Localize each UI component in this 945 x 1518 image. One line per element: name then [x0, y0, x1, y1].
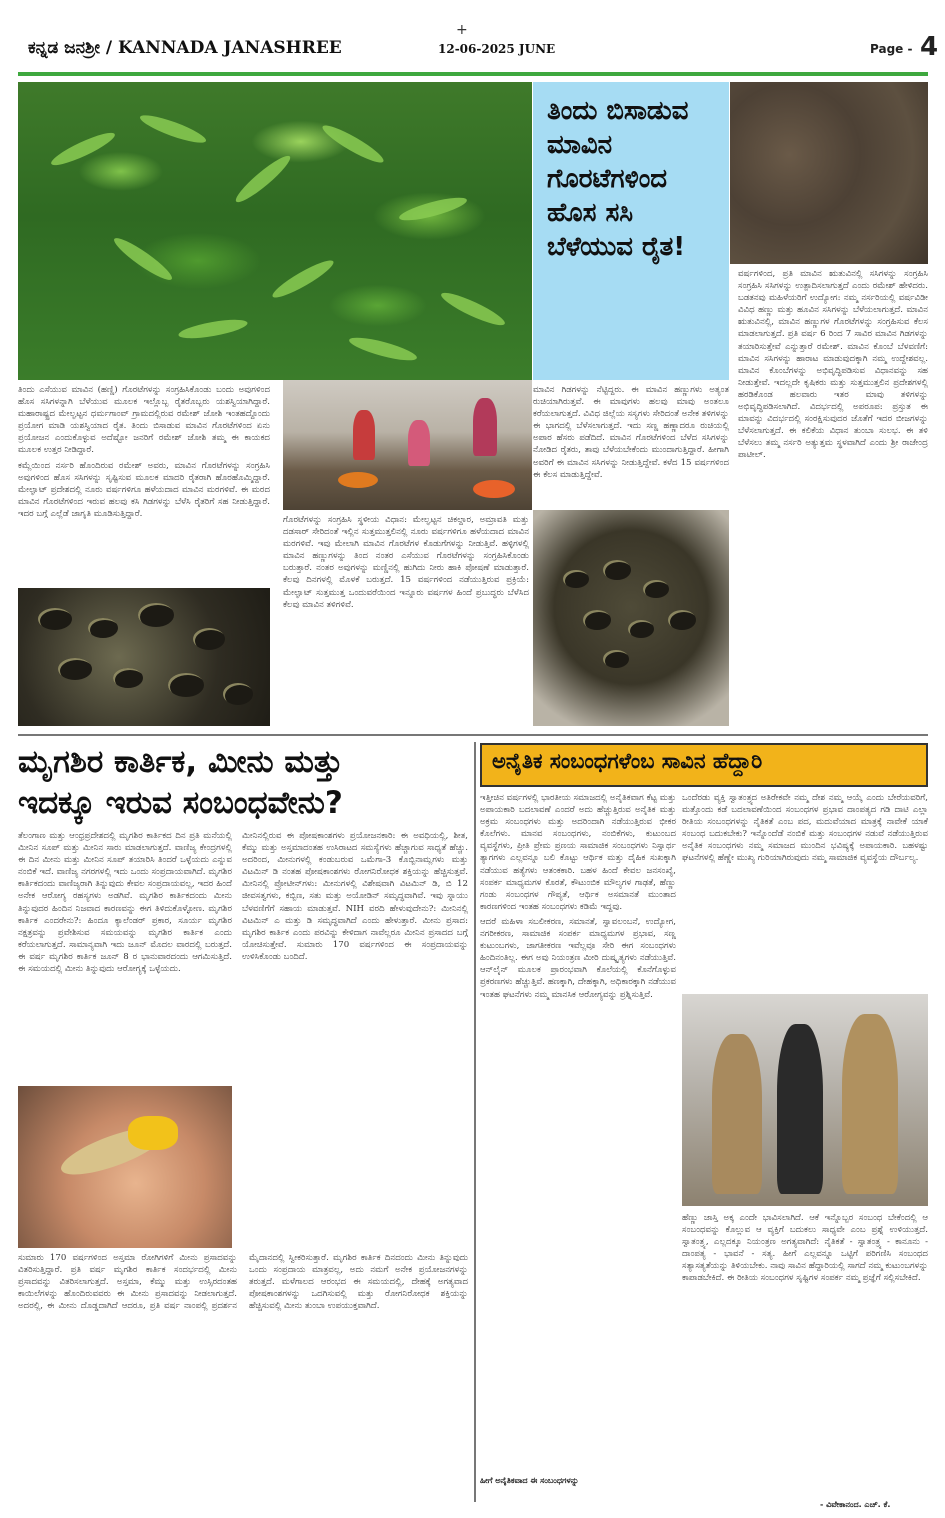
seed-bed-photo [730, 82, 928, 264]
article3-column-3 [682, 1212, 928, 1496]
article3-para-3: ಒಂದೆರಡು ವ್ಯಕ್ತಿ ಸ್ವಾತಂತ್ರ್ಯದ ಅತಿರೇಕವೇ ನಮ್ಮ ದೇಶ ನಮ್ಮ ಆಯ್ಕೆ ಎಂದು ಬೇರೆಯವರಿಗೆ, ಮತ್ತೊಂದು ಕಡೆ ಬದಲಾವಣೆಯಿಂದ ಸಂಬಂಧಗಳ ಪ್ರಭಾವ ದಾಂಪತ್ಯದ ಗಡಿ ದಾಟಿ ಎಲ್ಲಾ ರೀತಿಯ ಸಂಬಂಧಗಳನ್ನು ನೈತಿಕತೆ ಎಂಬ ಪದ, ಮದುವೆಯಾದ ಮಾತ್ರಕ್ಕೆ ನಾವೇಕೆ ಯಾಕೆ ಸಂಬಂಧ ಬದುಕಬೇಕು? ಇನ್ನೊಂದೆಡೆ ನಂಬಿಕೆ ಮತ್ತು ಸಂಬಂಧಗಳ ನಡುವೆ ನಡೆಯುತ್ತಿರುವ ಅನೈತಿಕ ಸಂಬಂಧಗಳು ನಮ್ಮ ಸಮಾಜದ ಮುಂದಿನ ಭವಿಷ್ಯಕ್ಕೆ ಅಪಾಯಕಾರಿ. ಬಹಳಷ್ಟು ಘಟನೆಗಳಲ್ಲಿ ಹೆಣ್ಣೇ ಮುಖ್ಯ ಗುರಿಯಾಗಿರುವುದು ನಮ್ಮ ಸಾಮಾಜಿಕ ವ್ಯವಸ್ಥೆಯ ದೌರ್ಬಲ್ಯ. [682, 793, 928, 864]
article2-para-3: ಸುಮಾರು 170 ವರ್ಷಗಳಿಂದ ಅಸ್ತಮಾ ರೋಗಿಗಳಿಗೆ ಮೀನು ಪ್ರಸಾದವನ್ನು ವಿತರಿಸುತ್ತಿದ್ದಾರೆ. ಪ್ರತಿ ವರ್ಷ ಮೃಗಶಿರ ಕಾರ್ತಿಕ ಸಂದರ್ಭದಲ್ಲಿ ಮೀನು ಪ್ರಸಾದವನ್ನು ವಿತರಿಸಲಾಗುತ್ತದೆ. ಅಸ್ತಮಾ, ಕೆಮ್ಮು ಮತ್ತು ಉಸ್ಸಿರದಂತಹ ಕಾಯಿಲೆಗಳನ್ನು ಹೊಂದಿರುವವರು ಈ ಮೀನು ಪ್ರಸಾದವನ್ನು ನೀಡಲಾಗುತ್ತದೆ. ಅದರಲ್ಲಿ, ಈ ಮೀನು ದೊಡ್ಡದಾಗಿದೆ ಆದರೂ, ಪ್ರತಿ ವರ್ಷ ನಾಂಪಲ್ಲಿ ಪ್ರದರ್ಶನ ಮೈದಾನದಲ್ಲಿ ಸ್ವೀಕರಿಸುತ್ತಾರೆ. ಮೃಗಶಿರ ಕಾರ್ತಿಕ ದಿನದಂದು ಮೀನು ತಿನ್ನುವುದು ಒಂದು ಸಂಪ್ರದಾಯ ಮಾತ್ರವಲ್ಲ, ಅದು ನಮಗೆ ಅನೇಕ ಪ್ರಯೋಜನಗಳನ್ನು ತರುತ್ತದೆ. ಮಳೆಗಾಲದ ಆರಂಭದ ಈ ಸಮಯದಲ್ಲಿ, ದೇಹಕ್ಕೆ ಅಗತ್ಯವಾದ ಪೋಷಕಾಂಶಗಳನ್ನು ಒದಗಿಸುವಲ್ಲಿ ಮತ್ತು ರೋಗನಿರೋಧಕ ಶಕ್ತಿಯನ್ನು ಹೆಚ್ಚಿಸುವಲ್ಲಿ ಮೀನು ತುಂಬಾ ಉಪಯುಕ್ತವಾಗಿದೆ. [18, 1253, 468, 1312]
article2-headline [18, 744, 470, 824]
article3-column-1 [480, 792, 676, 1472]
article1-para-3: ಗೊರಟೆಗಳನ್ನು ಸಂಗ್ರಹಿಸಿ ಸ್ಥಳೀಯ ವಿಧಾನ: ಮೇಲ್ಘಟ್ಟನ ಚಿಕಲ್ದಾರ, ಅಮ್ರಾವತಿ ಮತ್ತು ದಡಸಾರ್ ಸೇರಿದಂತೆ ಇಲ್ಲಿನ ಸುತ್ತಮುತ್ತಲಿನಲ್ಲಿ ನೂರು ವರ್ಷಗಳಿಗೂ ಹಳೆಯದಾದ ಮಾವಿನ ಮರಗಳಿವೆ. ಇವು ಮೇಲಾಗಿ ಮಾವಿನ ಗೊರಟೆಗಳ ಕೊಡುಗೆಗಳನ್ನು ನೀಡುತ್ತಿವೆ. ಹಳ್ಳಿಗಳಲ್ಲಿ ಮಾವಿನ ಹಣ್ಣುಗಳನ್ನು ತಿಂದ ನಂತರ ಎಸೆಯುವ ಗೊರಟೆಗಳನ್ನು ಸಂಗ್ರಹಿಸಿಕೊಂಡು ಬರುತ್ತಾರೆ. ನಂತರ ಅವುಗಳನ್ನು ಮಣ್ಣಿನಲ್ಲಿ ಹುಗಿದು ನೀರು ಹಾಕಿ ಪೋಷಣೆ ಮಾಡುತ್ತಾರೆ. ಕೆಲವು ದಿನಗಳಲ್ಲಿ ಮೊಳಕೆ ಬರುತ್ತದೆ. 15 ವರ್ಷಗಳಿಂದ ನಡೆಯುತ್ತಿರುವ ಪ್ರಕ್ರಿಯೆ: ಮೇಲ್ಘಾಟ್ ಸುತ್ತಮುತ್ತ ಒಂದುವರೆಯಿಂದ ಇನ್ನೂರು ವರ್ಷಗಳ ಹಿಂದೆ ಪ್ರಬುದ್ಧರು ಬೆಳೆಸಿದ ಕೆಲವು ಮಾವಿನ ತಳಿಗಳಿವೆ. [283, 515, 529, 610]
page-number: 4 [920, 32, 939, 62]
article1-column-2 [283, 514, 529, 726]
article2-column-2 [242, 830, 468, 1250]
article1-headline: ತಿಂದು ಬಿಸಾಡುವ ಮಾವಿನ ಗೊರಟೆಗಳಿಂದ ಹೊಸ ಸಸಿ ಬೆಳೆಯುವ ರೈತ! [547, 96, 689, 262]
article2-column-3 [18, 1252, 468, 1502]
article1-para-2: ಕಮ್ಲೆಯಿಂದ ನರ್ಸರಿ ಹೊಂದಿರುವ ರಮೇಶ್ ಅವರು, ಮಾವಿನ ಗೊರಟೆಗಳನ್ನು ಸಂಗ್ರಹಿಸಿ ಅವುಗಳಿಂದ ಹೊಸ ಸಸಿಗಳನ್ನು ಸೃಷ್ಟಿಸುವ ಮೂಲಕ ಮಾದರಿ ರೈತರಾಗಿ ಹೊರಹೊಮ್ಮಿದ್ದಾರೆ. ಮೇಲ್ಘಾಟ್ ಪ್ರದೇಶದಲ್ಲಿ ನೂರು ವರ್ಷಗಳಿಗೂ ಹಳೆಯದಾದ ಮಾವಿನ ಮರಗಳಿವೆ. ಈ ಮರದ ಮಾವಿನ ಗೊರಟೆಗಳಿಂದ ಇರುವ ಹಲವು ಕಸಿ ಗಿಡಗಳನ್ನು ಬೆಳೆಸಿ ರೈತರಿಗೆ ಸಹ ನೀಡುತ್ತಿದ್ದಾರೆ. ಇದರ ಬಗ್ಗೆ ಎಲ್ಲೆಡೆ ಜಾಗೃತಿ ಮೂಡಿಸುತ್ತಿದ್ದಾರೆ. [18, 460, 270, 519]
children-collecting-seeds-photo [283, 380, 532, 510]
article1-para-1: ತಿಂದು ಎಸೆಯುವ ಮಾವಿನ (ಹಣ್ಣಿ) ಗೊರಟೆಗಳನ್ನು ಸಂಗ್ರಹಿಸಿಕೊಂಡು ಬಂದು ಅವುಗಳಿಂದ ಹೊಸ ಸಸಿಗಳನ್ನಾಗಿ ಬೆಳೆಯುವ ಮೂಲಕ ಇಲ್ಲೊಬ್ಬ ರೈತರೊಬ್ಬರು ಯಶಸ್ವಿಯಾಗಿದ್ದಾರೆ. ಮಹಾರಾಷ್ಟ್ರದ ಮೇಲ್ಘಟ್ಟನ ಧರ್ಮಗಾಂವ್ ಗ್ರಾಮದಲ್ಲಿರುವ ರಮೇಶ್ ಜೋಶಿ ಇಂತಹದ್ದೊಂದು ಪ್ರಯೋಗ ಮಾಡಿ ಯಶಸ್ವಿಯಾದ ರೈತ. ತಿಂದು ಬಿಸಾಡುವ ಮಾವಿನ ಗೊರಟೆಗಳಿಂದ ಏನು ಪ್ರಯೋಜನ ಎಂದುಕೊಳ್ಳುವ ಅದೆಷ್ಟೋ ಜನರಿಗೆ ರಮೇಶ್ ಜೋಶಿ ತಮ್ಮ ಈ ಕಾಯಕದ ಮೂಲಕ ಉತ್ತರ ನೀಡಿದ್ದಾರೆ. [18, 385, 270, 456]
article1-column-1 [18, 384, 270, 586]
fish-prasadam-photo [18, 1086, 232, 1248]
article2-column-1 [18, 830, 232, 1082]
article3-headline-banner [480, 743, 928, 787]
article3-column-2 [682, 792, 928, 990]
article1-para-5: ವರ್ಷಗಳಿಂದ, ಪ್ರತಿ ಮಾವಿನ ಋತುವಿನಲ್ಲಿ ಸಸಿಗಳನ್ನು ಸಂಗ್ರಹಿಸಿ ಸಂಗ್ರಹಿಸಿ ಸಸಿಗಳನ್ನು ಉತ್ಪಾದಿಸಲಾಗುತ್ತದೆ ಎಂದು ರಮೇಶ್ ಹೇಳಿದರು. ಬಡತನವು ಮಹಿಳೆಯರಿಗೆ ಉದ್ಯೋಗ: ನಮ್ಮ ನರ್ಸರಿಯಲ್ಲಿ ವರ್ಷವಿಡೀ ವಿವಿಧ ಹಣ್ಣು ಮತ್ತು ಹೂವಿನ ಸಸಿಗಳನ್ನು ಬೆಳೆಯಲಾಗುತ್ತದೆ. ಮಾವಿನ ಋತುವಿನಲ್ಲಿ, ಮಾವಿನ ಹಣ್ಣುಗಳ ಗೊರಟೆಗಳನ್ನು ಸಂಗ್ರಹಿಸುವ ಕೆಲಸ ಮಾಡಲಾಗುತ್ತದೆ. ಪ್ರತಿ ವರ್ಷ 6 ರಿಂದ 7 ಸಾವಿರ ಮಾವಿನ ಗಿಡಗಳನ್ನು ತಯಾರಿಸುತ್ತೇವೆ ಎನ್ನುತ್ತಾರೆ ರಮೇಶ್. ಮಾವಿನ ಕೊಂಬೆ ಬೆಳವಣಿಗೆ: ಮಾವಿನ ಸಸಿಗಳನ್ನು ಹಾರಾಟ ಮಾಡುವುದಕ್ಕಾಗಿ ನಮ್ಮ ಉದ್ದೇಶವಲ್ಲ. ಮಾವಿನ ಕೊಂಬೆಗಳನ್ನು ಅಭಿವೃದ್ಧಿಪಡಿಸುವ ವಿಧಾನವನ್ನು ಸಹ ನೀಡುತ್ತೇವೆ. ಇದಲ್ಲದೇ ಕೃಷಿಕರು ಮತ್ತು ಸುತ್ತಮುತ್ತಲಿನ ಪ್ರದೇಶಗಳಲ್ಲಿ ಹರಡಿಕೊಂಡ ಹಲವಾರು ಇತರ ಮಾವು ತಳಿಗಳನ್ನು ಅಭಿವೃದ್ಧಿಪಡಿಸಲಾಗಿದೆ. ವಿದರ್ಭದಲ್ಲಿ ಅಪರೂಪ: ಪ್ರಸ್ತುತ ಈ ಮಾವನ್ನು ವಿದರ್ಭದಲ್ಲಿ ಸಂರಕ್ಷಿಸುವುದರ ಜೊತೆಗೆ ಇದರ ಬೀಜಗಳನ್ನು ಬೆಳೆಸಲಾಗುತ್ತದೆ. ಈ ಕಲಿಕೆಯ ವಿಧಾನ ತುಂಬಾ ಸುಲಭ. ಈ ತಳಿ ಬೆಳೆಸಲು ತಮ್ಮ ನರ್ಸರಿ ಅತ್ಯುತ್ತಮ ಸ್ಥಳವಾಗಿದೆ ಎಂದು ಶ್ರೀ ರಾಜೇಂದ್ರ ಪಾಟೀಲ್. [738, 269, 928, 461]
page-label: Page - [870, 42, 913, 56]
newspaper-name: ಕನ್ನಡ ಜನಶ್ರೀ / KANNADA JANASHREE [28, 38, 342, 58]
article3-caption: ಹೀಗೆ ಅನೈತಿಕವಾದ ಈ ಸಂಬಂಧಗಳನ್ನು [480, 1476, 579, 1485]
article1-para-4: ಮಾವಿನ ಗಿಡಗಳನ್ನು ನೆಟ್ಟಿದ್ದರು. ಈ ಮಾವಿನ ಹಣ್ಣುಗಳು ಅತ್ಯಂತ ರುಚಿಯಾಗಿರುತ್ತವೆ. ಈ ಮಾವುಗಳು ಹಲವು ಮಾವು ಅಂತಲೂ ಕರೆಯಲಾಗುತ್ತದೆ. ವಿವಿಧ ಜಿಲ್ಲೆಯ ಸಸ್ಯಗಳು ಸೇರಿದಂತೆ ಅನೇಕ ತಳಿಗಳನ್ನು ಈ ಭಾಗದಲ್ಲಿ ಬೆಳೆಸಲಾಗುತ್ತದೆ. ಇದು ಸಣ್ಣ ಹಣ್ಣಾದರೂ ರುಚಿಯಲ್ಲಿ ಅಪಾರ ಹೆಸರು ಪಡೆದಿದೆ. ಮಾವಿನ ಗೊರಟೆಗಳಿಂದ ಬೆಳೆದ ಸಸಿಗಳನ್ನು ನೋಡಿದ ರೈತರು, ತಾವು ಬೆಳೆಯಬೇಕೆಂದು ಮುಂದಾಗುತ್ತಿದ್ದಾರೆ. ಹೀಗಾಗಿ ಅವರಿಗೆ ಈ ಮಾವಿನ ಸಸಿಗಳನ್ನು ನೀಡುತ್ತಿದ್ದೇವೆ. ಕಳೆದ 15 ವರ್ಷಗಳಿಂದ ಈ ಕೆಲಸ ಮಾಡುತ್ತಿದ್ದೇವೆ. [533, 385, 729, 480]
mango-saplings-photo [18, 82, 532, 380]
article3-para-2: ಆದರೆ ಮಹಿಳಾ ಸಬಲೀಕರಣ, ಸಮಾನತೆ, ಸ್ವಾವಲಂಬನೆ, ಉದ್ಯೋಗ, ನಗರೀಕರಣ, ಸಾಮಾಜಿಕ ಸಂಪರ್ಕ ಮಾಧ್ಯಮಗಳ ಪ್ರಭಾವ, ಸಣ್ಣ ಕುಟುಂಬಗಳು, ಜಾಗತೀಕರಣ ಇವೆಲ್ಲವೂ ಸೇರಿ ಈಗ ಸಂಬಂಧಗಳು ಹಿಂದಿನಂತಿಲ್ಲ. ಈಗ ಅವು ನಿಯಂತ್ರಣ ಮೀರಿ ದುಷ್ಕೃತ್ಯಗಳು ನಡೆಯುತ್ತಿವೆ. ಆನ್‌ಲೈನ್ ಮೂಲಕ ಪ್ರಾರಂಭವಾಗಿ ಕೊಲೆಯಲ್ಲಿ ಕೊನೆಗೊಳ್ಳುವ ಪ್ರಕರಣಗಳು ಹೆಚ್ಚುತ್ತಿವೆ. ಹಣಕ್ಕಾಗಿ, ದೇಹಕ್ಕಾಗಿ, ಅಧಿಕಾರಕ್ಕಾಗಿ ನಡೆಯುವ ಇಂತಹ ಘಟನೆಗಳು ನಮ್ಮ ಮಾನಸಿಕ ಆರೋಗ್ಯವನ್ನು ಪ್ರಶ್ನಿಸುತ್ತಿವೆ. [480, 916, 676, 1000]
mango-seeds-closeup-photo [18, 588, 270, 726]
article1-headline-box [533, 82, 729, 380]
issue-date: 12-06-2025 JUNE [438, 42, 556, 56]
police-custody-photo [682, 994, 928, 1206]
article2-headline-line1: ಮೃಗಶಿರ ಕಾರ್ತಿಕ, ಮೀನು ಮತ್ತು [18, 744, 343, 780]
article3-headline: ಅನೈತಿಕ ಸಂಬಂಧಗಳೆಂಬ ಸಾವಿನ ಹೆದ್ದಾರಿ [492, 749, 763, 773]
article1-column-3 [533, 384, 729, 508]
seed-pile-photo [533, 510, 729, 726]
article3-para-4: ಹೆಣ್ಣು ಜಾಸ್ತಿ ಅಕ್ಕ ಎಂದೇ ಭಾವಿಸಲಾಗಿದೆ. ಆಕೆ ಇನ್ನೊಬ್ಬರ ಸಂಬಂಧ ಬೇಕೆಂದಲ್ಲಿ ಆ ಸಂಬಂಧವನ್ನು ಕೊಲ್ಲುವ ಆ ವ್ಯಕ್ತಿಗೆ ಬದುಕಲು ಸಾಧ್ಯವೇ ಎಂಬ ಪ್ರಶ್ನೆ ಉಳಿಯುತ್ತದೆ. ಸ್ವಾತಂತ್ರ್ಯ, ಎಲ್ಲದಕ್ಕೂ ನಿಯಂತ್ರಣ ಅಗತ್ಯವಾಗಿದೆ: ನೈತಿಕತೆ - ಸ್ವಾತಂತ್ರ್ಯ - ಕಾನೂನು - ದಾಂಪತ್ಯ - ಭಾವನೆ - ಸತ್ಯ. ಹೀಗೆ ಎಲ್ಲವನ್ನೂ ಒಟ್ಟಿಗೆ ಪರಿಗಣಿಸಿ ಸಂಬಂಧದ ಸತ್ಯಾಸತ್ಯತೆಯನ್ನು ತಿಳಿಯಬೇಕು. ನಾವು ಸಾವಿನ ಹೆದ್ದಾರಿಯಲ್ಲಿ ಸಾಗದೆ ನಮ್ಮ ಕುಟುಂಬಗಳನ್ನು ಕಾಪಾಡಬೇಕಿದೆ. ಈ ರೀತಿಯ ಸಂಬಂಧಗಳ ಸೃಷ್ಟಿಗಳ ಸಂಪರ್ಕ ನಮ್ಮ ಪ್ರಜ್ಞೆಗೆ ಸಲ್ಲಿಸಬೇಕಿದೆ. [682, 1213, 928, 1284]
article2-para-1: ತೆಲಂಗಾಣ ಮತ್ತು ಆಂಧ್ರಪ್ರದೇಶದಲ್ಲಿ ಮೃಗಶಿರ ಕಾರ್ತಿಕದ ದಿನ ಪ್ರತಿ ಮನೆಯಲ್ಲಿ ಮೀನಿನ ಸೂಪ್ ಮತ್ತು ಮೀನಿನ ಸಾರು ಮಾಡಲಾಗುತ್ತದೆ. ವಾಣಿಜ್ಯ ಕೇಂದ್ರಗಳಲ್ಲಿ ಈ ದಿನ ಮೀನು ಮತ್ತು ಮೀನಿನ ಸೂಪ್ ತಯಾರಿಸಿ ತಿಂದರೆ ಒಳ್ಳೆಯದು ಎನ್ನುವ ನಂಬಿಕೆ ಇದೆ. ವಾಣಿಜ್ಯ ನಗರಗಳಲ್ಲಿ ಇದು ಒಂದು ಸಂಪ್ರದಾಯವಾಗಿದೆ. ಮೃಗಶಿರ ಕಾರ್ತಿಕದಂದು ವಾಣಿಜ್ಯರಾಗಿ ತಿನ್ನುವುದು ಕೇವಲ ಸಂಪ್ರದಾಯವಲ್ಲ, ಇದರ ಹಿಂದೆ ಅನೇಕ ಆರೋಗ್ಯ ರಹಸ್ಯಗಳು ಅಡಗಿವೆ. ಮೃಗಶಿರ ಕಾರ್ತಿಕದಂದು ಮೀನು ತಿನ್ನುವುದರ ಹಿಂದಿನ ನಿಜವಾದ ಕಾರಣವನ್ನು ಈಗ ತಿಳಿದುಕೊಳ್ಳೋಣ. ಮೃಗಶಿರ ಕಾರ್ತಿಕ ಎಂದರೇನು?: ಹಿಂದೂ ಕ್ಯಾಲೆಂಡರ್ ಪ್ರಕಾರ, ಸೂರ್ಯ ಮೃಗಶಿರ ನಕ್ಷತ್ರವನ್ನು ಪ್ರವೇಶಿಸುವ ಸಮಯವನ್ನು ಮೃಗಶಿರ ಕಾರ್ತಿಕ ಎಂದು ಕರೆಯಲಾಗುತ್ತದೆ. ಸಾಮಾನ್ಯವಾಗಿ ಇದು ಜೂನ್ ಮೊದಲ ವಾರದಲ್ಲಿ ಬರುತ್ತದೆ. ಈ ವರ್ಷ ಮೃಗಶಿರ ಕಾರ್ತಿಕ ಜೂನ್ 8 ರ ಭಾನುವಾರದಂದು ಆಗಮಿಸುತ್ತಿದೆ. ಈ ಸಮಯದಲ್ಲಿ ಮೀನು ತಿನ್ನುವುದು ಆರೋಗ್ಯಕ್ಕೆ ಒಳ್ಳೆಯದು. [18, 831, 232, 975]
article3-byline: - ವಿವೇಕಾನಂದ. ಎಚ್. ಕೆ. [820, 1500, 891, 1509]
article2-headline-line2: ಇದಕ್ಕೂ ಇರುವ ಸಂಬಂಧವೇನು? [18, 785, 343, 821]
section-divider [18, 734, 928, 736]
masthead-rule [18, 72, 928, 76]
column-divider [474, 742, 476, 1502]
article1-column-4 [738, 268, 928, 726]
registration-mark: + [456, 22, 468, 38]
article2-para-2: ಮೀನಿನಲ್ಲಿರುವ ಈ ಪೋಷಕಾಂಶಗಳು ಪ್ರಯೋಜನಕಾರಿ: ಈ ಅವಧಿಯಲ್ಲಿ, ಶೀತ, ಕೆಮ್ಮು ಮತ್ತು ಅಸ್ತಮಾದಂತಹ ಉಸಿರಾಟದ ಸಮಸ್ಯೆಗಳು ಹೆಚ್ಚಾಗುವ ಸಾಧ್ಯತೆ ಹೆಚ್ಚು. ಅದರಿಂದ, ಮೀನುಗಳಲ್ಲಿ ಕಂಡುಬರುವ ಒಮೆಗಾ-3 ಕೊಬ್ಬಿನಾಮ್ಲಗಳು ಮತ್ತು ವಿಟಮಿನ್ ಡಿ ನಂತಹ ಪೋಷಕಾಂಶಗಳು ರೋಗನಿರೋಧಕ ಶಕ್ತಿಯನ್ನು ಹೆಚ್ಚಿಸುತ್ತವೆ. ಮೀನಿನಲ್ಲಿ ಪ್ರೋಟೀನ್‌ಗಳು: ಮೀನುಗಳಲ್ಲಿ ವಿಶೇಷವಾಗಿ ವಿಟಮಿನ್ ಡಿ, ಬಿ 12 ಜೀವಸತ್ವಗಳು, ಕಬ್ಬಿಣ, ಸತು ಮತ್ತು ಅಯೋಡಿನ್ ಸಮೃದ್ಧವಾಗಿವೆ. ಇವು ಸ್ನಾಯು ಬೆಳವಣಿಗೆಗೆ ಸಹಾಯ ಮಾಡುತ್ತವೆ. NIH ವರದಿ ಹೇಳುವುದೇನು?: ಮೀನಿನಲ್ಲಿ ವಿಟಮಿನ್ ಎ ಮತ್ತು ಡಿ ಸಮೃದ್ಧವಾಗಿದೆ ಎಂದು ಹೇಳುತ್ತಾರೆ. ಮೀನು ಪ್ರಸಾದ: ಮೃಗಶಿರ ಕಾರ್ತಿಕ ಎಂದು ಪರವಿನ್ನು ಕೇಳಿದಾಗ ನಾವೆಲ್ಲರೂ ಮೀನಿನ ಪ್ರಸಾದದ ಬಗ್ಗೆ ಯೋಚಿಸುತ್ತೇವೆ. ಸುಮಾರು 170 ವರ್ಷಗಳಿಂದ ಈ ಸಂಪ್ರದಾಯವನ್ನು ಉಳಿಸಿಕೊಂಡು ಬಂದಿದೆ. [242, 831, 468, 962]
article3-para-1: ಇತ್ತೀಚಿನ ವರ್ಷಗಳಲ್ಲಿ ಭಾರತೀಯ ಸಮಾಜದಲ್ಲಿ ಅನೈತಿಕವಾಗ ಕೆಟ್ಟ ಮತ್ತು ಅಪಾಯಕಾರಿ ಬದಲಾವಣೆ ಎಂದರೆ ಅದು ಹೆಚ್ಚುತ್ತಿರುವ ಅನೈತಿಕ ಮತ್ತು ಅಕ್ರಮ ಸಂಬಂಧಗಳು ಮತ್ತು ಅದರಿಂದಾಗಿ ನಡೆಯುತ್ತಿರುವ ಭೀಕರ ಕೊಲೆಗಳು. ಮಾನವ ಸಂಬಂಧಗಳು, ನಂಬಿಕೆಗಳು, ಕುಟುಂಬದ ವ್ಯವಸ್ಥೆಗಳು, ಪ್ರೀತಿ ಪ್ರೇಮ ಪ್ರಣಯ ಸಾಮಾಜಿಕ ಸಂಬಂಧಗಳು ನಿಸ್ವಾರ್ಥ ತ್ಯಾಗಗಳು ಎಲ್ಲವನ್ನೂ ಬಲಿ ಕೊಟ್ಟು ಆರ್ಥಿಕ ಮತ್ತು ದೈಹಿಕ ಸುಖಕ್ಕಾಗಿ ನಡೆಯುವ ಹತ್ಯೆಗಳು ಆತಂಕಕಾರಿ. ಬಹಳ ಹಿಂದೆ ಕೇವಲ ಜನಸಂಖ್ಯೆ, ಸಂಪರ್ಕ ಮಾಧ್ಯಮಗಳ ಕೊರತೆ, ಕೌಟುಂಬಿಕ ಮೌಲ್ಯಗಳ ಗಾಢತೆ, ಹೆಣ್ಣು ಗಂಡು ಸಂಬಂಧಗಳ ಗೌಪ್ಯತೆ, ಆರ್ಥಿಕ ಅಸಮಾನತೆ ಮುಂತಾದ ಕಾರಣಗಳಿಂದ ಇಂತಹ ಸಂಬಂಧಗಳು ಕಡಿಮೆ ಇದ್ದವು. [480, 793, 676, 912]
masthead [18, 22, 939, 72]
